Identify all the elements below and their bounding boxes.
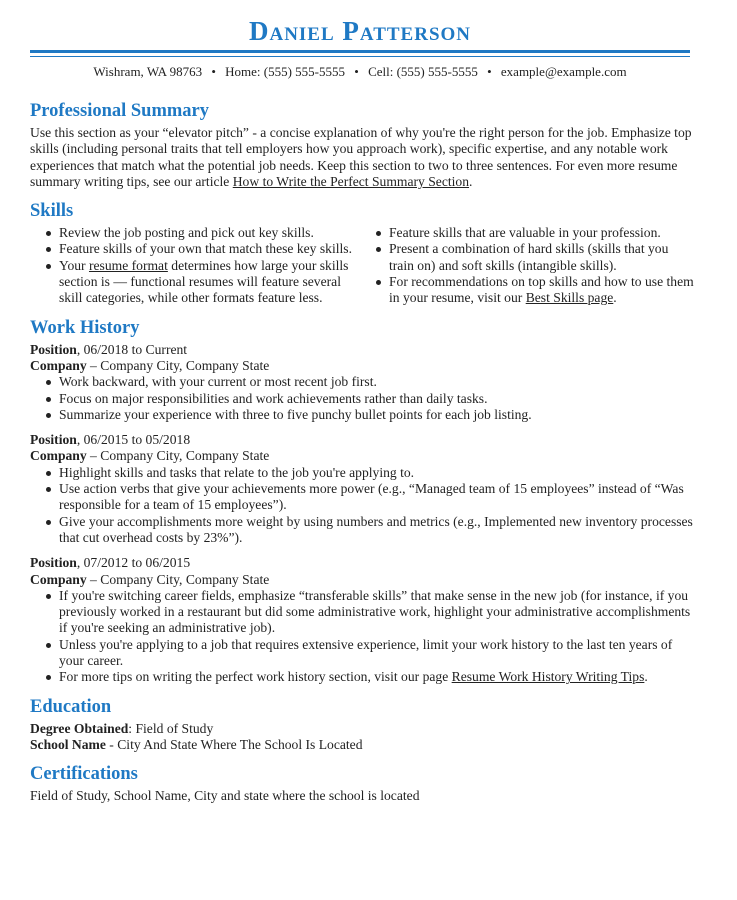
- summary-title: Professional Summary: [30, 101, 210, 121]
- skill-item: Feature skills that are valuable in your profession.: [389, 225, 695, 241]
- job-company-line: [30, 448, 695, 464]
- skill-item: Review the job posting and pick out key skills.: [59, 225, 360, 241]
- contact-email: example@example.com: [500, 64, 627, 79]
- summary-text: [30, 125, 695, 190]
- summary-section: [30, 100, 695, 190]
- best-skills-link[interactable]: Best Skills page: [525, 290, 614, 306]
- header-rule-thin: [30, 56, 690, 57]
- skill-item-text: Your: [59, 257, 89, 273]
- skills-section: [30, 200, 695, 306]
- job-bullet: Highlight skills and tasks that relate to the job you're applying to.: [59, 465, 695, 481]
- job-position: Position: [30, 555, 77, 571]
- degree-value: : Field of Study: [128, 720, 214, 736]
- skill-item: [389, 274, 695, 307]
- job-position-line: [30, 342, 695, 358]
- job-bullet: [59, 669, 695, 685]
- work-history-tips-link[interactable]: Resume Work History Writing Tips: [451, 669, 645, 685]
- job-entry: [30, 555, 695, 685]
- skill-item-text: .: [613, 290, 617, 306]
- job-location: – Company City, Company State: [86, 448, 270, 464]
- education-degree: [30, 721, 695, 737]
- contact-separator: •: [487, 64, 492, 79]
- education-title: Education: [30, 696, 112, 717]
- contact-line: [0, 64, 720, 80]
- skill-item: Present a combination of hard skills (skills that you train on) and soft skills (intangible skills).: [389, 241, 695, 274]
- job-bullets: [30, 374, 695, 423]
- header-rule-thick: [30, 50, 690, 53]
- skill-item: [59, 258, 360, 307]
- summary-article-link[interactable]: How to Write the Perfect Summary Section: [232, 173, 470, 189]
- job-bullet: Focus on major responsibilities and work achievements rather than daily tasks.: [59, 391, 695, 407]
- job-company-line: [30, 572, 695, 588]
- job-bullet-text: .: [644, 669, 648, 685]
- job-bullet: Unless you're applying to a job that requires extensive experience, limit your work history to the last ten years of your career.: [59, 637, 695, 670]
- job-position: Position: [30, 341, 77, 357]
- job-position-line: [30, 555, 695, 571]
- job-company: Company: [30, 448, 87, 464]
- job-company: Company: [30, 357, 87, 373]
- job-entry: [30, 342, 695, 423]
- job-bullet: If you're switching career fields, emphasize “transferable skills” that make sense in the new job (for instance, if you previously worked in a restaurant but did some administrative work, highlight your administrative accomplishments if you're seeking an administrative job).: [59, 588, 695, 637]
- summary-end: .: [469, 173, 473, 189]
- contact-separator: •: [211, 64, 216, 79]
- school-value: - City And State Where The School Is Located: [105, 736, 363, 752]
- work-history-section: [30, 317, 695, 686]
- job-bullet: Give your accomplishments more weight by using numbers and metrics (e.g., Implemented new inventory processes that cut overhead costs by 23%”).: [59, 514, 695, 547]
- job-bullets: [30, 588, 695, 686]
- job-bullet-text: For more tips on writing the perfect work history section, visit our page: [59, 669, 452, 685]
- education-school: [30, 737, 695, 753]
- job-location: – Company City, Company State: [86, 571, 270, 587]
- contact-cell-phone: Cell: (555) 555-5555: [368, 64, 478, 79]
- degree-label: Degree Obtained: [30, 720, 129, 736]
- job-position-line: [30, 432, 695, 448]
- contact-address: Wishram, WA 98763: [93, 64, 203, 79]
- job-entry: [30, 432, 695, 546]
- job-company-line: [30, 358, 695, 374]
- job-location: – Company City, Company State: [86, 357, 270, 373]
- job-bullet: Work backward, with your current or most recent job first.: [59, 374, 695, 390]
- education-section: [30, 696, 695, 754]
- certifications-section: [30, 763, 695, 804]
- skills-list-right: [360, 225, 695, 306]
- job-dates: , 06/2018 to Current: [76, 341, 188, 357]
- skill-item: Feature skills of your own that match these key skills.: [59, 241, 360, 257]
- certification-entry: Field of Study, School Name, City and state where the school is located: [30, 788, 420, 804]
- skills-list-left: [30, 225, 360, 306]
- work-history-title: Work History: [30, 317, 140, 338]
- skills-columns: [30, 225, 695, 306]
- resume-format-link[interactable]: resume format: [88, 257, 168, 273]
- candidate-name: Daniel Patterson: [248, 16, 472, 46]
- skill-item-text: For recommendations on top skills and how to use them in your resume, visit our: [389, 274, 694, 306]
- job-dates: , 07/2012 to 06/2015: [76, 555, 191, 571]
- job-bullets: [30, 465, 695, 546]
- skill-item-text: determines how large your skills section is — functional resumes will feature several skill categories, while other formats feature less.: [59, 257, 349, 306]
- job-bullet: Summarize your experience with three to five punchy bullet points for each job listing.: [59, 407, 695, 423]
- certifications-title: Certifications: [30, 764, 138, 785]
- job-bullet: Use action verbs that give your achievements more power (e.g., “Managed team of 15 employees” instead of “Was responsible for a team of 15 employees”).: [59, 481, 695, 514]
- contact-home-phone: Home: (555) 555-5555: [225, 64, 346, 79]
- job-dates: , 06/2015 to 05/2018: [76, 432, 191, 448]
- school-label: School Name: [30, 736, 106, 752]
- job-position: Position: [30, 432, 77, 448]
- contact-separator: •: [354, 64, 359, 79]
- job-company: Company: [30, 571, 87, 587]
- resume-content: [30, 100, 695, 815]
- skills-title: Skills: [30, 201, 74, 222]
- summary-body: Use this section as your “elevator pitch” - a concise explanation of why you're the right person for the job. Emphasize top skills (including personal traits that tell employers how you approach work), specific expertise, and any notable work experiences that match what the potential job needs. Keep this section to two to three sentences. For even more resume summary writing tips, see our article: [30, 125, 692, 189]
